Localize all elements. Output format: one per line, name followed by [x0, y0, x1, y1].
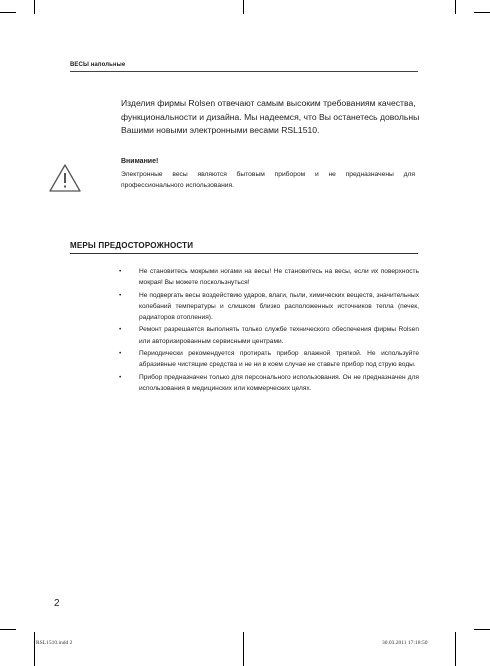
- list-item: • Прибор предназначен только для персонального использования. Он не предназначен для использования в медицинских или коммерческих целях.: [119, 373, 419, 392]
- crop-mark: [0, 12, 16, 13]
- bullet-icon: •: [119, 350, 122, 358]
- crop-mark: [34, 632, 35, 666]
- intro-paragraph: Изделия фирмы Rolsen отвечают самым высоким требованиям качества, функциональности и дизайна. Мы надеемся, что Вы останетесь довольны Вашими новыми электронными весами RSL1510.: [121, 98, 420, 136]
- warning-text: Электронные весы являются бытовым прибором и не предназначены для профессионального использования.: [121, 171, 415, 190]
- section-divider: [70, 253, 418, 254]
- bullet-icon: •: [119, 326, 122, 334]
- header-divider: [70, 71, 418, 72]
- crop-mark: [474, 629, 490, 630]
- crop-mark: [0, 629, 16, 630]
- list-item: • Не становитесь мокрыми ногами на весы! Не становитесь на весы, если их поверхность мокрая! Вы можете поскользнуться!: [119, 268, 419, 287]
- footer-datetime: 30.03.2011 17:18:50: [382, 640, 428, 646]
- list-item: • Не подвергать весы воздействию ударов, влаги, пыли, химических веществ, значительных колебаний температуры и слишком близко расположенных источников тепла (печек, радиаторов отопления).: [119, 291, 419, 322]
- crop-mark: [243, 0, 244, 14]
- bullet-icon: •: [119, 268, 122, 275]
- running-header: ВЕСЫ напольные: [70, 62, 126, 68]
- crop-mark: [455, 0, 456, 14]
- list-item: • Периодически рекомендуется протирать прибор влажной тряпкой. Не используйте абразивные чистящие средства и не ни в коем случае не ставьте прибор под струю воды.: [119, 350, 419, 369]
- crop-mark: [34, 0, 35, 14]
- crop-mark: [474, 12, 490, 13]
- warning-title: Внимание!: [121, 158, 159, 165]
- page-number: 2: [54, 598, 60, 609]
- warning-triangle-icon: [48, 163, 82, 193]
- crop-mark: [455, 632, 456, 666]
- list-item: • Ремонт разрешается выполнять только службе технического обеспечения фирмы Rolsen или авторизированным сервисными центрами.: [119, 326, 419, 345]
- precautions-list: [119, 266, 419, 395]
- bullet-icon: •: [119, 373, 122, 381]
- footer-filename: RSL1510.indd 2: [36, 640, 73, 646]
- crop-mark: [243, 632, 244, 666]
- section-title: МЕРЫ ПРЕДОСТОРОЖНОСТИ: [70, 241, 194, 250]
- bullet-icon: •: [119, 291, 122, 299]
